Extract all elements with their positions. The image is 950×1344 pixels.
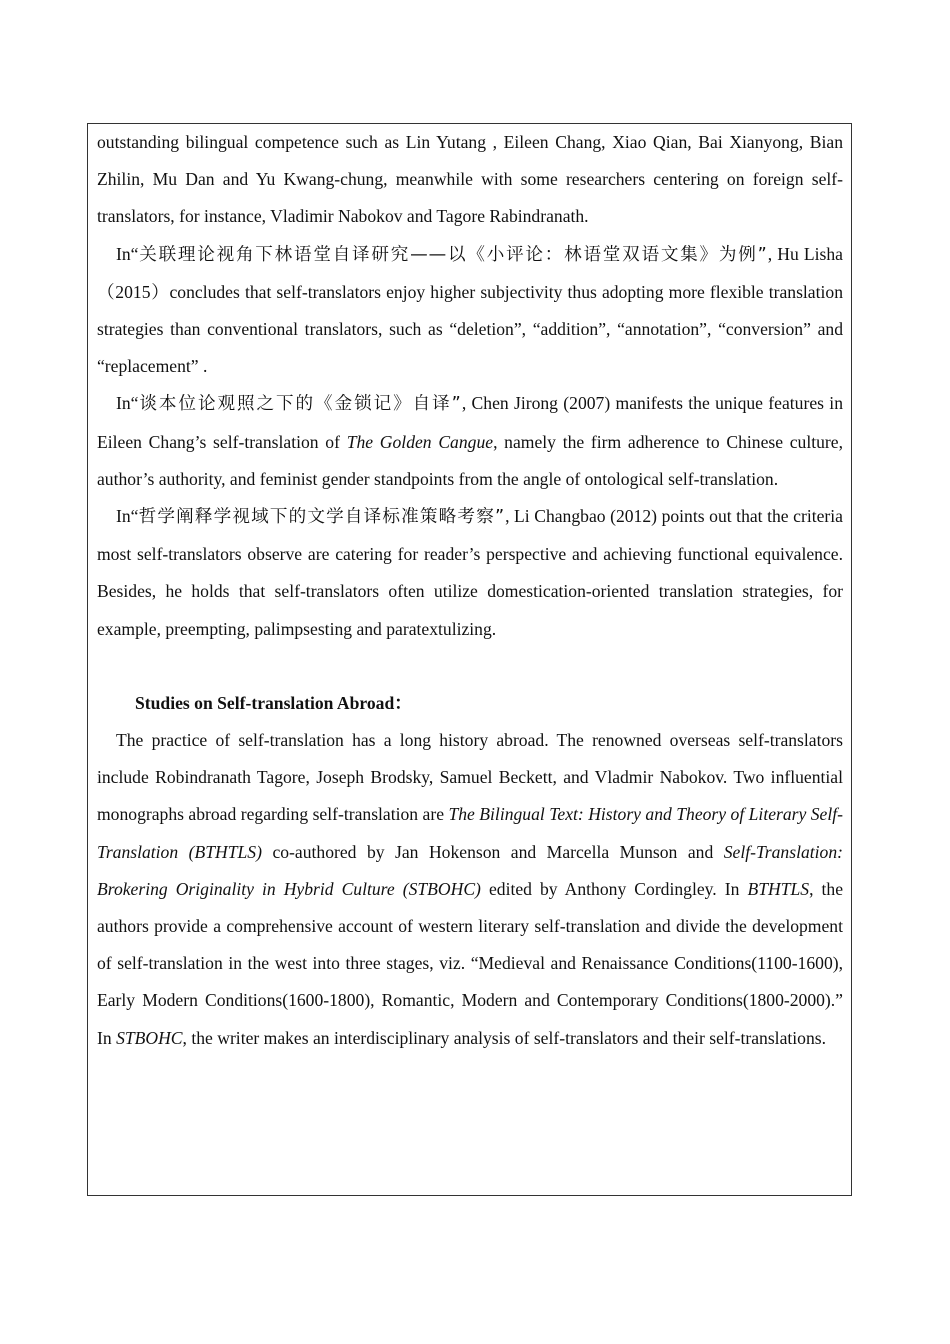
paragraph-lead: In“: [116, 506, 139, 527]
section-heading: Studies on Self-translation Abroad：: [135, 692, 412, 713]
paragraph-bilingual-writers: [97, 124, 843, 236]
document-frame: [87, 123, 852, 1196]
book-title: The Bilingual Text: History and Theory of Literary Self-Translation (BTHTLS): [97, 804, 843, 862]
book-abbreviation: STBOHC: [116, 1027, 183, 1048]
paragraph-text: outstanding bilingual competence such as Lin Yutang , Eileen Chang, Xiao Qian, Bai Xianyong, Bian Zhilin, Mu Dan and Yu Kwang-chung, meanwhile with some researchers centering on foreign self-translators, for instance, Vladimir Nabokov and Tagore Rabindranath.: [97, 132, 843, 227]
paragraph-text: , Li Changbao (2012) points out that the criteria most self-translators observe are catering for reader’s perspective and achieving functional equivalence. Besides, he holds that self-translators often utilize domestication-oriented translation strategies, for example, preempting, palimpsesting and paratextulizing.: [97, 506, 843, 639]
paragraph-text: , the authors provide a comprehensive account of western literary self-translation and divide the development of self-translation in the west into three stages, viz. “Medieval and Renaissance Conditions(1100-1600), Early Modern Conditions(1600-1800), Romantic, Modern and Contemporary Conditions(1800-2000).” In: [97, 878, 843, 1048]
paragraph-abroad: [97, 722, 843, 1057]
paragraph-chen-jirong: [97, 385, 843, 498]
paragraph-li-changbao: [97, 498, 843, 648]
paragraph-text: , Chen Jirong (2007) manifests the unique features in Eileen Chang’s self-translation of: [97, 393, 843, 452]
paragraph-text: , the writer makes an interdisciplinary analysis of self-translators and their self-translations.: [182, 1027, 826, 1048]
paragraph-hu-lisha: [97, 236, 843, 386]
book-title: The Golden Cangue: [346, 431, 494, 452]
book-title: Self-Translation: Brokering Originality in Hybrid Culture (STBOHC): [97, 841, 843, 899]
document-body: [97, 124, 843, 1057]
chinese-title: 哲学阐释学视域下的文学自译标准策略考察”: [138, 507, 506, 528]
paragraph-text: edited by Anthony Cordingley. In: [480, 878, 748, 899]
paragraph-text: co-authored by Jan Hokenson and Marcella Munson and: [261, 841, 724, 862]
blank-line: [97, 648, 843, 685]
book-abbreviation: BTHTLS: [747, 878, 810, 899]
chinese-title: 谈本位论观照之下的《金锁记》自译”: [138, 394, 462, 415]
chinese-title: 关联理论视角下林语堂自译研究——以《小评论：林语堂双语文集》为例”: [138, 244, 768, 265]
paragraph-text: The practice of self-translation has a long history abroad. The renowned overseas self-translators include Robindranath Tagore, Joseph Brodsky, Samuel Beckett, and Vladmir Nabokov. Two influential monographs abroad regarding self-translation are: [97, 730, 843, 825]
paragraph-lead: In“: [116, 393, 139, 414]
paragraph-text: , Hu Lisha（2015）concludes that self-translators enjoy higher subjectivity thus adopting more flexible translation strategies than conventional translators, such as “deletion”, “addition”, “annotation”, “conversion” and “replacement” .: [97, 243, 843, 377]
paragraph-text: , namely the firm adherence to Chinese culture, author’s authority, and feminist gender standpoints from the angle of ontological self-translation.: [97, 431, 843, 489]
paragraph-lead: In“: [116, 243, 139, 264]
